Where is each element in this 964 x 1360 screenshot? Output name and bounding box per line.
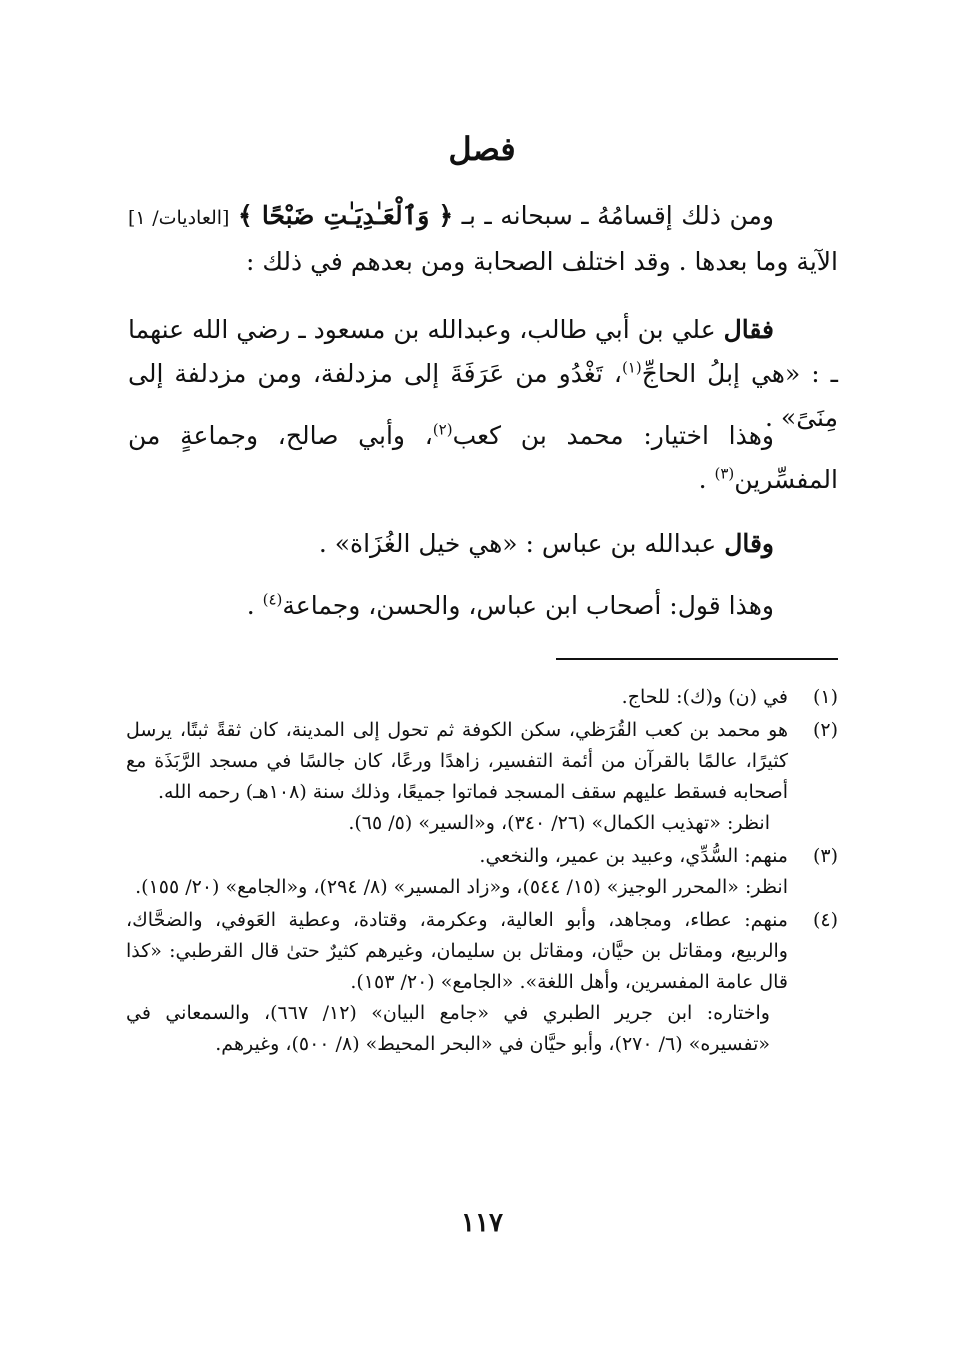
paragraph-5 <box>128 584 838 628</box>
paragraph-3 <box>128 414 838 502</box>
footnote-line: واختاره: ابن جرير الطبري في «جامع البيان» (١٢/ ٦٦٧)، والسمعاني في «تفسيره» (٦/ ٢٧٠)، وأبو حيَّان في «البحر المحيط» (٨/ ٥٠٠)، وغيرهم. <box>126 1002 770 1055</box>
section-heading: فصل <box>448 130 516 168</box>
paragraph-2-text-2: ، تَغْدُو من عَرَفَةَ إلى مزدلفة، ومن مزدلفة إلى مِنَىً» . <box>128 359 838 432</box>
paragraph-5-text: وهذا قول: أصحاب ابن عباس، والحسن، وجماعة <box>282 591 774 620</box>
paragraph-2-text-1: علي بن أبي طالب، وعبدالله بن مسعود ـ رضي الله عنهما ـ : «هي إبلُ الحاجِّ <box>128 315 838 388</box>
paragraph-1-intro: ومن ذلك إقسامُهُ ـ سبحانه ـ بـ <box>461 201 774 230</box>
footnote-number: (٤) <box>812 909 838 931</box>
footnote-1 <box>126 682 838 713</box>
paragraph-3-text-2: ، وأبي صالح، وجماعةٍ من المفسِّرين <box>128 421 838 494</box>
paragraph-2-lead: فقال <box>723 315 774 344</box>
footnotes <box>126 682 838 1062</box>
page-number: ١١٧ <box>461 1208 503 1238</box>
verse-reference: [العاديات/ ١] <box>128 207 230 229</box>
footnote-separator <box>556 658 838 660</box>
paragraph-3-text-1: وهذا اختيار: محمد بن كعب <box>452 421 774 450</box>
footnote-line: انظر: «تهذيب الكمال» (٢٦/ ٣٤٠)، و«السير» (٥/ ٦٥). <box>348 812 770 834</box>
footnote-3 <box>126 841 838 903</box>
footnote-line: هو محمد بن كعب القُرَظي، سكن الكوفة ثم تحول إلى المدينة، كان ثقةً ثبتًا، يرسل كثيرًا، عالمًا بالقرآن من أئمة التفسير، زاهدًا ورعًا، كان جالسًا في مسجد الرَّبَذَة مع أصحابه فسقط عليهم سقف المسجد فماتوا جميعًا، وذلك سنة (١٠٨هـ) رحمه الله. <box>126 719 788 803</box>
footnote-2 <box>126 715 838 839</box>
footnote-line: انظر: «المحرر الوجيز» (١٥/ ٥٤٤)، و«زاد المسير» (٨/ ٢٩٤)، و«الجامع» (٢٠/ ١٥٥). <box>135 876 788 898</box>
footnote-ref-3[interactable]: (٣) <box>714 464 735 483</box>
footnote-body <box>126 715 788 839</box>
paragraph-4-lead: وقال <box>724 529 774 558</box>
paragraph-5-end: . <box>246 591 263 620</box>
footnote-body <box>126 905 788 1060</box>
footnote-number: (١) <box>812 686 838 708</box>
footnote-ref-4[interactable]: (٤) <box>262 590 283 609</box>
footnote-number: (٢) <box>812 719 838 741</box>
footnote-line: في (ن) و(ك): للحاج. <box>621 686 788 708</box>
footnote-number: (٣) <box>812 845 838 867</box>
paragraph-3-text-3: . <box>698 465 715 494</box>
footnote-line: منهم: السُّدِّي، وعبيد بن عمير، والنخعي. <box>479 845 788 867</box>
footnote-body <box>126 682 788 713</box>
footnote-ref-1[interactable]: (١) <box>621 358 642 377</box>
paragraph-1-rest: الآية وما بعدها . وقد اختلف الصحابة ومن بعدهم في ذلك : <box>245 247 838 276</box>
footnote-4 <box>126 905 838 1060</box>
quran-verse: ﴿ وَٱلْعَـٰدِيَـٰتِ ضَبْحًا ﴾ <box>237 201 454 230</box>
paragraph-4 <box>128 522 838 566</box>
paragraph-1 <box>128 194 838 284</box>
footnote-line: منهم: عطاء، ومجاهد، وأبو العالية، وعكرمة، وقتادة، وعطية العَوفي، والضحَّاك، والربيع، ومقاتل بن حيَّان، ومقاتل بن سليمان، وغيرهم كثيرٌ حتىٰ قال القرطبي: «كذا قال عامة المفسرين، وأهل اللغة». «الجامع» (٢٠/ ١٥٣). <box>126 909 788 993</box>
footnote-ref-2[interactable]: (٢) <box>432 420 453 439</box>
paragraph-4-text: عبدالله بن عباس : «هي خيل الغُزَاة» . <box>318 529 717 558</box>
footnote-body <box>126 841 788 903</box>
